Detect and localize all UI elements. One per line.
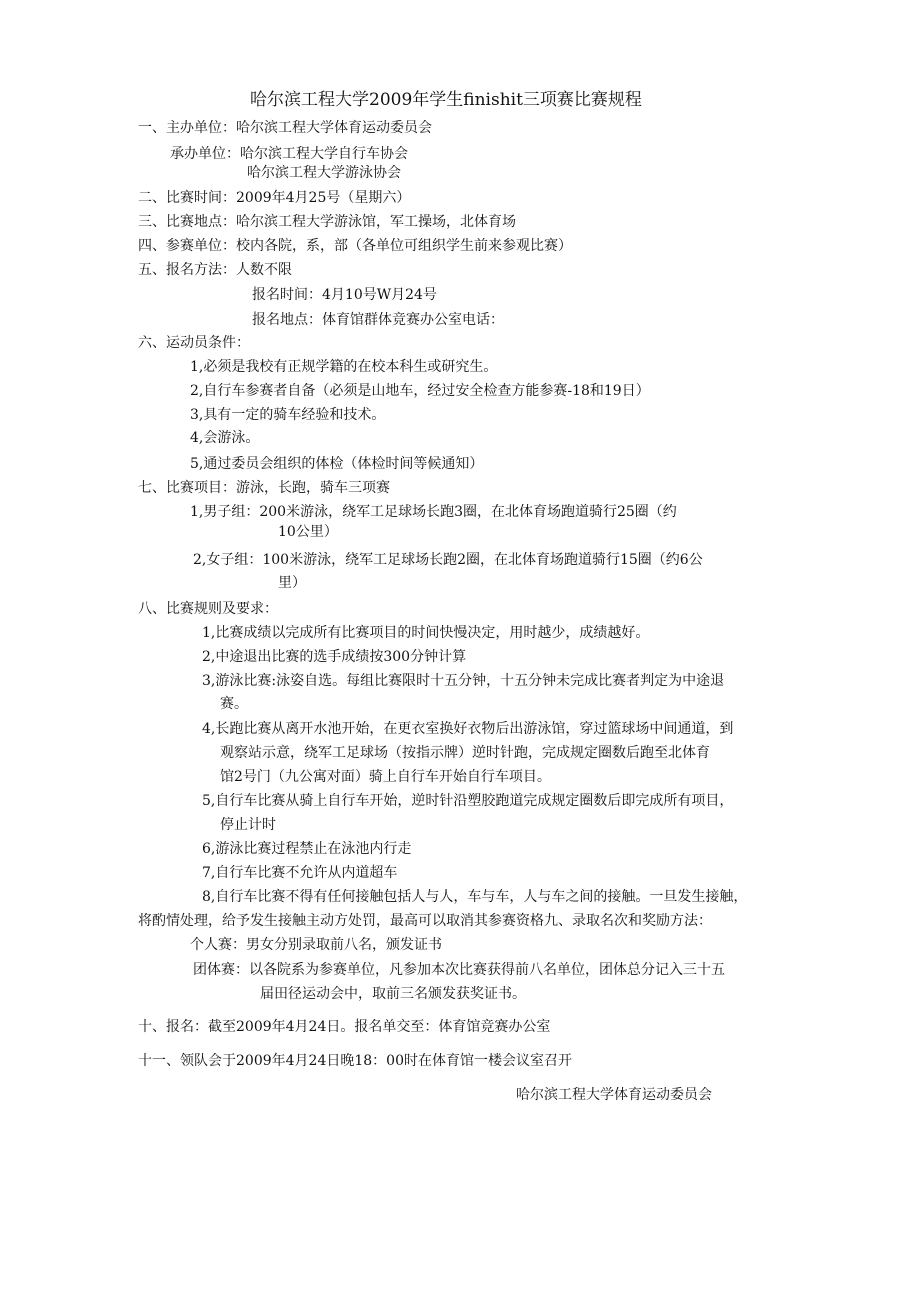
registration-time: 报名时间：4月10号W月24号 (252, 287, 437, 303)
competition-time: 二、比赛时间：2009年4月25号（星期六） (138, 190, 411, 206)
condition-item: 3,具有一定的骑车经验和技术。 (190, 407, 386, 423)
condition-item: 1,必须是我校有正规学籍的在校本科生或研究生。 (190, 359, 498, 375)
events-heading: 七、比赛项目：游泳，长跑，骑车三项赛 (138, 480, 390, 496)
team-leader-meeting: 十一、领队会于2009年4月24日晚18：00时在体育馆一楼会议室召开 (138, 1053, 572, 1069)
rule-item-continued: 赛。 (220, 696, 248, 712)
rule-item-continued: 将酌情处理，给予发生接触主动方处罚，最高可以取消其参赛资格九、录取名次和奖励方法： (138, 913, 712, 929)
rule-item: 7,自行车比赛不允许从内道超车 (202, 865, 398, 881)
rule-item: 4,长跑比赛从离开水池开始，在更衣室换好衣物后出游泳馆，穿过篮球场中间通道，到 (202, 721, 734, 737)
registration-place: 报名地点：体育馆群体竞赛办公室电话： (252, 312, 504, 328)
athlete-conditions-heading: 六、运动员条件： (138, 335, 250, 351)
organizer-unit-1: 承办单位：哈尔滨工程大学自行车协会 (170, 146, 408, 162)
individual-award: 个人赛：男女分别录取前八名，颁发证书 (190, 937, 442, 953)
team-award-line-1: 团体赛：以各院系为参赛单位，凡参加本次比赛获得前八名单位，团体总分记入三十五 (193, 962, 725, 978)
women-group-line-2: 里） (278, 575, 306, 591)
rules-heading: 八、比赛规则及要求： (138, 601, 278, 617)
competition-venue: 三、比赛地点：哈尔滨工程大学游泳馆，军工操场，北体育场 (138, 214, 516, 230)
organizer-unit-2: 哈尔滨工程大学游泳协会 (247, 165, 401, 181)
rule-item: 8,自行车比赛不得有任何接触包括人与人，车与车，人与车之间的接触。一旦发生接触， (202, 889, 748, 905)
rule-item: 6,游泳比赛过程禁止在泳池内行走 (202, 841, 412, 857)
signature: 哈尔滨工程大学体育运动委员会 (516, 1087, 712, 1103)
condition-item: 5,通过委员会组织的体检（体检时间等候通知） (190, 456, 484, 472)
rule-item: 5,自行车比赛从骑上自行车开始，逆时针沿塑胶跑道完成规定圈数后即完成所有项目， (202, 793, 734, 809)
condition-item: 4,会游泳。 (190, 430, 260, 446)
men-group-line-2: 10公里） (278, 524, 338, 540)
rule-item-continued: 馆2号门（九公寓对面）骑上自行车开始自行车项目。 (220, 769, 551, 785)
document-title: 哈尔滨工程大学2009年学生finishit三项赛比赛规程 (250, 90, 642, 110)
rule-item-continued: 观察站示意，绕军工足球场（按指示牌）逆时针跑，完成规定圈数后跑至北体育 (220, 745, 710, 761)
participating-units: 四、参赛单位：校内各院，系，部（各单位可组织学生前来参观比赛） (138, 238, 572, 254)
condition-item: 2,自行车参赛者自备（必须是山地车，经过安全检查方能参赛-18和19日） (190, 383, 650, 399)
women-group-line-1: 2,女子组：100米游泳，绕军工足球场长跑2圈，在北体育场跑道骑行15圈（约6公 (193, 552, 703, 568)
registration-deadline: 十、报名：截至2009年4月24日。报名单交至：体育馆竞赛办公室 (138, 1019, 551, 1035)
men-group-line-1: 1,男子组：200米游泳，绕军工足球场长跑3圈，在北体育场跑道骑行25圈（约 (190, 504, 677, 520)
rule-item: 2,中途退出比赛的选手成绩按300分钟计算 (202, 649, 467, 665)
rule-item: 3,游泳比赛:泳姿自选。每组比赛限时十五分钟，十五分钟未完成比赛者判定为中途退 (202, 673, 725, 689)
rule-item-continued: 停止计时 (220, 817, 276, 833)
host-unit: 一、主办单位：哈尔滨工程大学体育运动委员会 (138, 120, 432, 136)
rule-item: 1,比赛成绩以完成所有比赛项目的时间快慢决定，用时越少，成绩越好。 (202, 625, 650, 641)
team-award-line-2: 届田径运动会中，取前三名颁发获奖证书。 (260, 986, 526, 1002)
registration-method: 五、报名方法：人数不限 (138, 262, 292, 278)
